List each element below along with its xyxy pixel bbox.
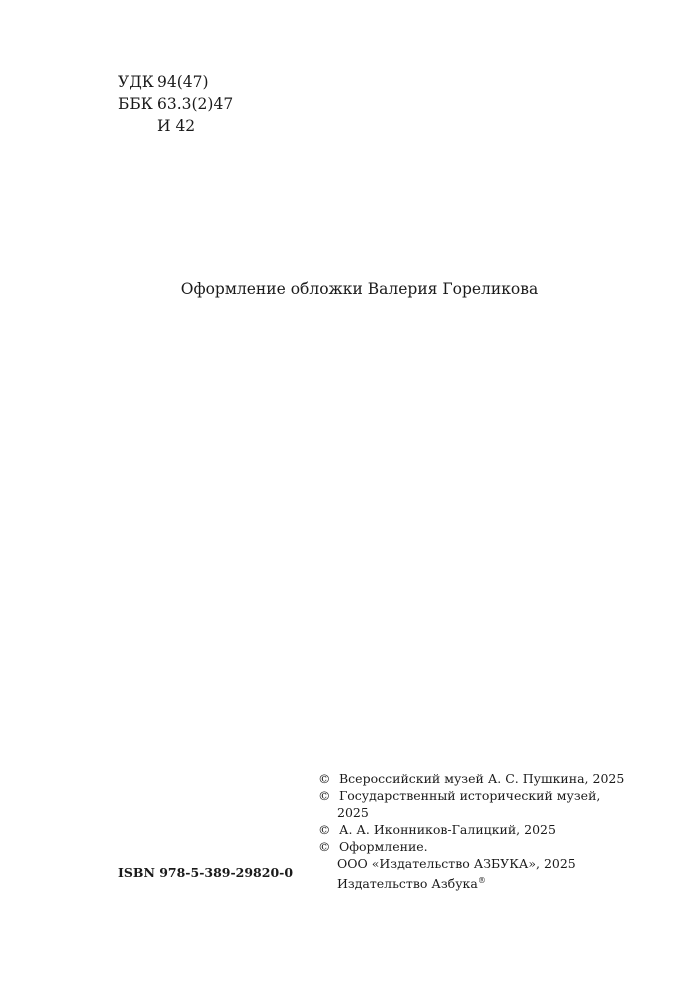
copyright-line: Всероссийский музей А. С. Пушкина, 2025 (339, 771, 625, 786)
bbk-label: ББК (118, 95, 153, 113)
copyright-block (318, 770, 638, 892)
copyright-line: Оформление. (339, 839, 428, 854)
classification-block (118, 71, 233, 137)
copyright-icon: © (318, 839, 331, 854)
copyright-icon: © (318, 788, 331, 803)
cover-design-credit: Оформление обложки Валерия Гореликова (180, 280, 539, 298)
copyright-line: 2025 (337, 805, 369, 820)
copyright-line: А. А. Иконников-Галицкий, 2025 (339, 822, 556, 837)
author-mark-value: И 42 (157, 117, 196, 135)
copyright-item (318, 838, 638, 892)
copyright-item (318, 770, 638, 787)
copyright-line: ООО «Издательство АЗБУКА», 2025 (337, 856, 576, 871)
copyright-line: Государственный исторический музей, (339, 788, 601, 803)
copyright-line (337, 872, 576, 892)
registered-mark-icon: ® (477, 876, 486, 885)
isbn: ISBN 978-5-389-29820-0 (118, 865, 294, 880)
author-mark-label (118, 115, 157, 137)
udk-row (118, 71, 233, 93)
author-mark-row (118, 115, 233, 137)
copyright-item (318, 821, 638, 838)
udk-value: 94(47) (157, 73, 209, 91)
copyright-icon: © (318, 822, 331, 837)
copyright-item (318, 787, 638, 821)
bbk-row (118, 93, 233, 115)
udk-label: УДК (118, 73, 154, 91)
publisher-imprint: Издательство Азбука (337, 876, 478, 892)
copyright-icon: © (318, 771, 331, 786)
bbk-value: 63.3(2)47 (157, 95, 234, 113)
